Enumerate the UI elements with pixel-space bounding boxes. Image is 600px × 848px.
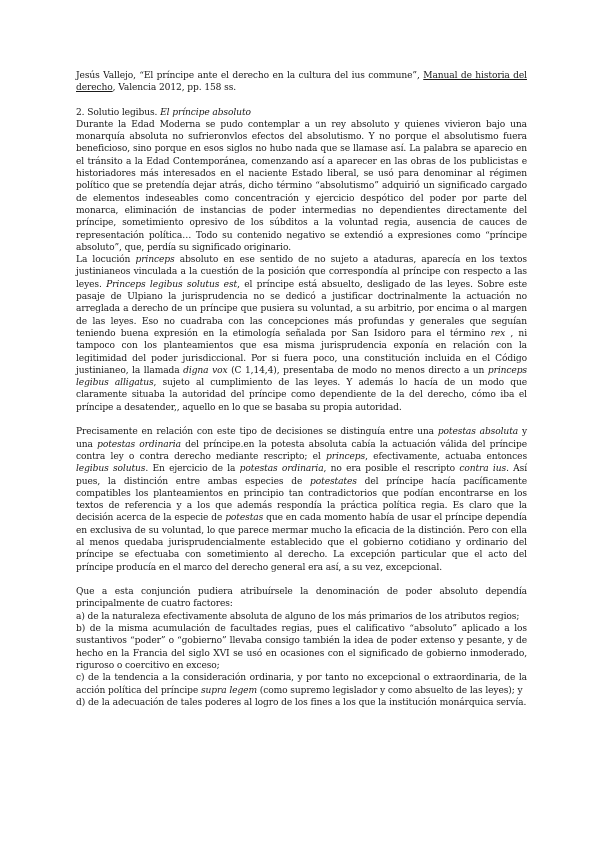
p2-text-1: La locución — [76, 255, 136, 266]
p3-text-3: del príncipe.en la potesta absoluta cabía la actuación válida del príncipe contra ley o contra derecho mediante rescripto; el — [76, 439, 527, 462]
paragraph-2 — [76, 254, 527, 414]
p4-term-supra-legem: supra legem — [200, 685, 257, 696]
citation-publication: , Valencia 2012, pp. 158 ss. — [112, 83, 237, 94]
paragraph-4 — [76, 586, 527, 709]
document-body — [76, 70, 527, 709]
p3-term-potestas: potestas — [225, 513, 264, 524]
p3-text-2: y una — [76, 427, 527, 450]
section-heading — [76, 107, 527, 119]
p2-term-princeps-solutus: Princeps legibus solutus est — [106, 279, 238, 290]
p3-term-legibus-solutus: legibus solutus — [76, 464, 146, 475]
p3-term-potestates: potestates — [310, 476, 357, 487]
p4-item-a: a) de la naturaleza efectivamente absoluta de alguno de los más primarios de los atributos regios; — [76, 611, 520, 622]
p4-intro: Que a esta conjunción pudiera atribuírsele la denominación de poder absoluto dependía principalmente de cuatro factores: — [76, 587, 527, 610]
p3-text-9: que en cada momento había de usar el príncipe dependía en exclusiva de su voluntad, lo que parece mermar mucho la eficacia de la distinción. Pero con ella al menos quedaba jurisprudencialmente establecido que el gobierno cotidiano y ordinario del príncipe se efectuaba con sometimiento al derecho. La excepción particular que el acto del príncipe producía en el marco del derecho general era así, a su vez, excepcional. — [76, 513, 527, 573]
p2-text-6: , sujeto al cumplimiento de las leyes. Y además lo hacía de un modo que claramente situaba la autoridad del príncipe como dependiente de la del derecho, cómo iba el príncipe a desatender,, aquello en lo que se basaba su propia autoridad. — [76, 378, 528, 413]
citation-book-title: Manual de historia del derecho — [76, 71, 527, 94]
section-title: El príncipe absoluto — [160, 107, 251, 118]
p4-item-c — [76, 672, 527, 697]
p2-text-5: (C 1,14,4), presentaba de modo no menos directo a un — [227, 365, 488, 376]
p4-item-c-text-2: (como supremo legislador y como absuelto de las leyes); y — [256, 685, 523, 696]
p3-text-8: del príncipe hacía pacíficamente compatibles los planteamientos en principio tan contradictorios que podían encontrarse en los textos de referencia y a los que además respondía la práctica política regia. Es claro que la decisión acerca de la especie de — [76, 476, 527, 524]
p3-text-6: , no era posible el rescripto — [323, 464, 460, 475]
section-number: 2. Solutio legibus. — [76, 107, 161, 118]
p4-item-d: d) de la adecuación de tales poderes al logro de los fines a los que la institución monárquica servía. — [76, 697, 527, 708]
p3-term-potestas-ordinaria: potestas ordinaria — [97, 439, 181, 450]
p4-item-c-text-1: c) de la tendencia a la consideración ordinaria, y por tanto no excepcional o extraordinaria, de la acción política del príncipe — [76, 673, 527, 696]
citation-author-title: Jesús Vallejo, “El príncipe ante el derecho en la cultura del ius commune”, — [76, 71, 424, 81]
p4-item-b: b) de la misma acumulación de facultades regias, pues el calificativo “absoluto” aplicado a los sustantivos “poder” o “gobierno” llevaba consigo también la idea de poder extenso y pesante, y de hecho en la Francia del siglo XVI se usó en ocasiones con el significado de gobierno inmoderado, riguroso o coercitivo en exceso; — [76, 624, 527, 671]
p3-term-potestas-ordinaria-2: potestas ordinaria — [239, 464, 324, 475]
p3-term-contra-ius: contra ius — [459, 464, 507, 475]
p3-text-7: . Así pues, la distinción entre ambas especies de — [76, 464, 528, 487]
p2-term-princeps: princeps — [135, 255, 175, 266]
p2-term-digna-vox: digna vox — [183, 365, 228, 376]
p3-text-4: , efectivamente, actuaba entonces — [365, 451, 528, 462]
p2-text-2: absoluto en ese sentido de no sujeto a ataduras, aparecía en los textos justinianeos vinculada a la cuestión de la posición que correspondía al príncipe con respecto a las leyes. — [76, 255, 527, 290]
p2-term-rex: rex — [490, 328, 506, 339]
p3-text-5: . En ejercicio de la — [145, 464, 240, 475]
citation — [76, 70, 527, 95]
p3-term-potestas-absoluta: potestas absoluta — [437, 427, 519, 438]
p2-text-4: , ni tampoco con los planteamientos que esa misma jurisprudencia exponía en relación con la legitimidad del poder jurisdiccional. Por si fuera poco, una constitución incluida en el Código justinianeo, la llamada — [76, 328, 527, 376]
p3-text-1: Precisamente en relación con este tipo de decisiones se distinguía entre una — [76, 427, 438, 438]
paragraph-1: Durante la Edad Moderna se pudo contemplar a un rey absoluto y quienes vivieron bajo una monarquía absoluta no sufrieronvlos efectos del absolutismo. Y no porque el absolutismo fuera beneficioso, sino porque en esos siglos no hubo nada que se llamase así. La palabra se aparecio en el tránsito a la Edad Contemporánea, comenzando así a aparecer en las obras de los publicistas e historiadores más interesados en el naciente Estado liberal, se usó para denominar al régimen político que se pretendía dejar atrás, dicho término “absolutismo” adquirió un significado cargado de elementos indeseables como concentración y ejercicio despótico del poder por parte del monarca, eliminación de instancias de poder intermedias no dependientes directamente del príncipe, sometimiento opresivo de los súbditos a la voluntad regia, ausencia de cauces de representación política… Todo su contenido negativo se extendió a expresiones como “príncipe absoluto”, que, perdía su significado originario. — [76, 119, 527, 253]
p2-text-3: , el príncipe está absuelto, desligado de las leyes. Sobre este pasaje de Ulpiano la jurisprudencia no se dedicó a justificar doctrinalmente la actuación no arreglada a derecho de un príncipe que pusiera su voluntad, a su arbitrio, por encima o al margen de las leyes. Eso no cuadraba con las concepciones más profundas y generales que seguían teniendo buena expresión en la etimología señalada por San Isidoro para el término — [76, 279, 528, 339]
p3-term-princeps: princeps — [325, 451, 366, 462]
p2-term-princeps-alligatus: princeps legibus alligatus — [76, 365, 527, 389]
paragraph-3 — [76, 426, 527, 574]
